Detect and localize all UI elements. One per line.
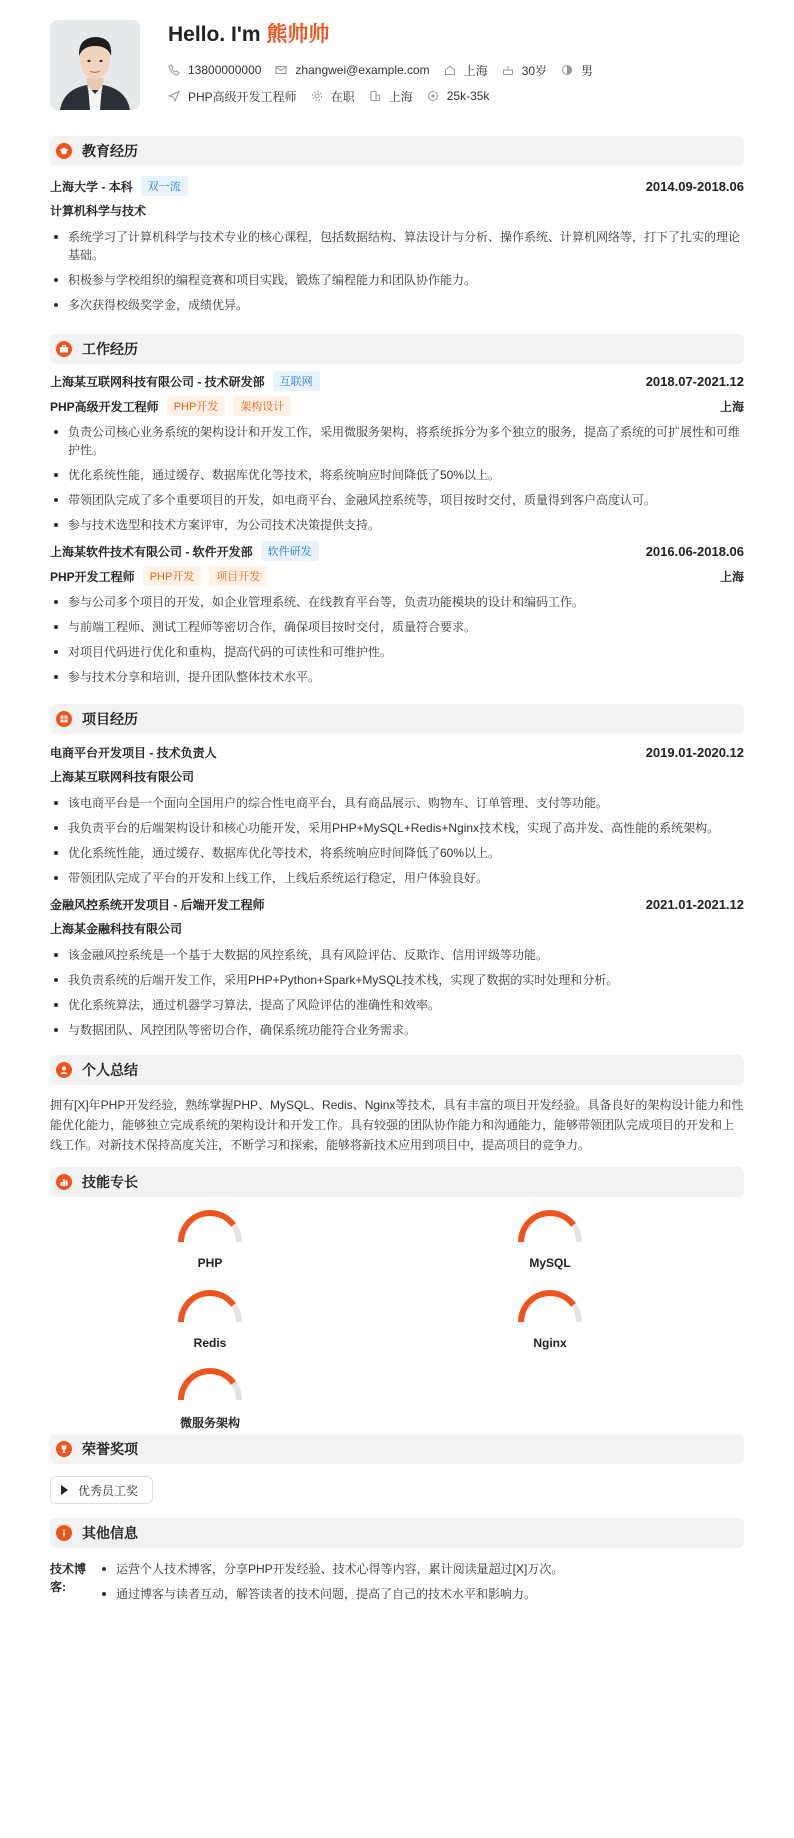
major: 计算机科学与技术 xyxy=(50,204,147,218)
gear-icon xyxy=(311,90,323,102)
candidate-name: 熊帅帅 xyxy=(266,23,330,46)
list-item: 与数据团队、风控团队等密切合作，确保系统功能符合业务需求。 xyxy=(50,1021,744,1039)
project-entry-2 xyxy=(50,894,744,1039)
caret-right-icon xyxy=(61,1485,68,1495)
age-text: 30岁 xyxy=(521,63,548,78)
project-bullets xyxy=(50,946,744,1039)
position-name: PHP开发工程师 xyxy=(50,569,135,584)
skill-tag: PHP开发 xyxy=(143,566,202,586)
skill-tag: 项目开发 xyxy=(209,566,267,586)
work-period: 2018.07-2021.12 xyxy=(645,373,744,389)
section-skills-header xyxy=(50,1167,744,1197)
list-item: 带领团队完成了平台的开发和上线工作，上线后系统运行稳定，用户体验良好。 xyxy=(50,869,744,887)
section-title: 其他信息 xyxy=(82,1525,138,1541)
city-text: 上海 xyxy=(463,63,488,78)
section-title: 工作经历 xyxy=(82,341,138,357)
list-item: 积极参与学校组织的编程竞赛和项目实践，锻炼了编程能力和团队协作能力。 xyxy=(50,271,744,289)
award-item[interactable] xyxy=(50,1476,153,1504)
job-row xyxy=(168,86,607,106)
section-other-header xyxy=(50,1518,744,1548)
section-education-header xyxy=(50,136,744,166)
graduation-cap-icon xyxy=(56,143,72,159)
school-name: 上海大学 - 本科 xyxy=(50,179,133,194)
skill-tag: 架构设计 xyxy=(233,396,291,416)
other-bullets xyxy=(98,1560,744,1610)
skill-gauge xyxy=(175,1289,245,1325)
work-city-item xyxy=(369,88,413,105)
section-awards-header xyxy=(50,1434,744,1464)
list-item: 带领团队完成了多个重要项目的开发，如电商平台、金融风控系统等，项目按时交付，质量得到客户高度认可。 xyxy=(50,491,744,509)
section-title: 个人总结 xyxy=(82,1062,138,1078)
education-entry xyxy=(50,176,744,314)
list-item: 负责公司核心业务系统的架构设计和开发工作，采用微服务架构，将系统拆分为多个独立的服务，提高了系统的可扩展性和可维护性。 xyxy=(50,423,744,459)
work-location: 上海 xyxy=(719,569,744,584)
other-info xyxy=(50,1560,744,1610)
trophy-icon xyxy=(56,1441,72,1457)
user-icon xyxy=(56,1062,72,1078)
section-project-header xyxy=(50,704,744,734)
phone-item xyxy=(168,63,261,77)
project-period: 2019.01-2020.12 xyxy=(645,744,744,760)
project-period: 2021.01-2021.12 xyxy=(645,896,744,912)
info-icon xyxy=(56,1525,72,1541)
list-item: 运营个人技术博客，分享PHP开发经验、技术心得等内容，累计阅读量超过[X]万次。 xyxy=(98,1560,744,1578)
company-name: 上海某互联网科技有限公司 - 技术研发部 xyxy=(50,374,265,389)
cake-icon xyxy=(502,64,514,76)
gender-text: 男 xyxy=(581,63,594,78)
skill-item xyxy=(490,1209,610,1270)
skill-gauge-fill xyxy=(181,1371,233,1400)
list-item: 多次获得校级奖学金，成绩优异。 xyxy=(50,296,744,314)
school-tag: 双一流 xyxy=(141,176,188,196)
status-item xyxy=(311,88,355,105)
skill-gauge xyxy=(515,1289,585,1325)
list-item: 参与公司多个项目的开发，如企业管理系统、在线教育平台等，负责功能模块的设计和编码工作。 xyxy=(50,593,744,611)
work-bullets xyxy=(50,423,744,534)
skill-gauge xyxy=(515,1209,585,1245)
list-item: 通过博客与读者互动，解答读者的技术问题，提高了自己的技术水平和影响力。 xyxy=(98,1585,744,1603)
work-entry-2 xyxy=(50,541,744,686)
grid-icon xyxy=(56,711,72,727)
skill-item xyxy=(150,1209,270,1270)
skill-gauge-fill xyxy=(181,1293,233,1322)
status-text: 在职 xyxy=(330,89,355,104)
mail-icon xyxy=(275,64,287,76)
skills-grid xyxy=(50,1197,744,1430)
project-title: 电商平台开发项目 - 技术负责人 xyxy=(50,745,217,760)
section-title: 技能专长 xyxy=(82,1174,138,1190)
gender-icon xyxy=(561,64,573,76)
section-title: 项目经历 xyxy=(82,711,138,727)
email-text: zhangwei@example.com xyxy=(295,63,430,77)
greeting xyxy=(168,22,607,52)
skill-gauge-fill xyxy=(521,1293,573,1322)
send-icon xyxy=(168,90,180,102)
list-item: 参与技术选型和技术方案评审，为公司技术决策提供支持。 xyxy=(50,516,744,534)
work-location: 上海 xyxy=(719,399,744,414)
section-work-header xyxy=(50,334,744,364)
skill-item xyxy=(150,1367,270,1431)
skill-gauge xyxy=(175,1209,245,1245)
award-name: 优秀员工奖 xyxy=(78,1483,139,1498)
list-item: 对项目代码进行优化和重构，提高代码的可读性和可维护性。 xyxy=(50,643,744,661)
avatar xyxy=(50,20,140,110)
greeting-text: Hello. I'm xyxy=(168,23,261,46)
industry-tag: 互联网 xyxy=(273,371,320,391)
work-entry-1 xyxy=(50,371,744,534)
phone-text: 13800000000 xyxy=(188,63,262,77)
education-period: 2014.09-2018.06 xyxy=(645,178,744,194)
skill-item xyxy=(490,1289,610,1350)
education-bullets xyxy=(50,228,744,314)
other-label: 技术博客: xyxy=(50,1562,87,1594)
position-name: PHP高级开发工程师 xyxy=(50,399,159,414)
awards-list xyxy=(50,1476,744,1504)
section-summary-header xyxy=(50,1055,744,1085)
contact-row xyxy=(168,60,607,80)
list-item: 优化系统算法，通过机器学习算法，提高了风险评估的准确性和效率。 xyxy=(50,996,744,1014)
briefcase-icon xyxy=(56,341,72,357)
age-item xyxy=(502,62,547,79)
list-item: 系统学习了计算机科学与技术专业的核心课程，包括数据结构、算法设计与分析、操作系统、计算机网络等，打下了扎实的理论基础。 xyxy=(50,228,744,264)
work-bullets xyxy=(50,593,744,686)
skill-gauge-fill xyxy=(181,1213,233,1242)
list-item: 与前端工程师、测试工程师等密切合作，确保项目按时交付，质量符合要求。 xyxy=(50,618,744,636)
gender-item xyxy=(561,62,593,79)
project-company: 上海某金融科技有限公司 xyxy=(50,922,183,936)
company-name: 上海某软件技术有限公司 - 软件开发部 xyxy=(50,544,253,559)
skill-gauge xyxy=(175,1367,245,1403)
building-icon xyxy=(369,90,381,102)
skill-name: MySQL xyxy=(529,1256,571,1270)
work-period: 2016.06-2018.06 xyxy=(645,543,744,559)
list-item: 该金融风控系统是一个基于大数据的风控系统，具有风险评估、反欺诈、信用评级等功能。 xyxy=(50,946,744,964)
skill-name: Redis xyxy=(193,1336,227,1350)
project-title: 金融风控系统开发项目 - 后端开发工程师 xyxy=(50,897,265,912)
section-title: 荣誉奖项 xyxy=(82,1441,138,1457)
email-item xyxy=(275,63,429,77)
job-title-item xyxy=(168,88,297,105)
summary-text: 拥有[X]年PHP开发经验，熟练掌握PHP、MySQL、Redis、Nginx等技术，具有丰富的项目开发经验。具备良好的架构设计能力和性能优化能力，能够独立完成系统的架构设计和开发工作。具有较强的团队协作能力和沟通能力，能够带领团队完成项目的开发和上线工作。对新技术保持高度关注，不断学习和探索，能够将新技术应用到项目中，提高项目的竞争力。 xyxy=(50,1098,744,1152)
chart-icon xyxy=(56,1174,72,1190)
skill-gauge-fill xyxy=(521,1213,573,1242)
city-item xyxy=(444,62,488,79)
skill-item xyxy=(150,1289,270,1350)
skill-name: PHP xyxy=(197,1256,223,1270)
industry-tag: 软件研发 xyxy=(261,541,319,561)
phone-icon xyxy=(168,64,180,76)
list-item: 优化系统性能，通过缓存、数据库优化等技术，将系统响应时间降低了60%以上。 xyxy=(50,844,744,862)
project-entry-1 xyxy=(50,742,744,887)
list-item: 我负责平台的后端架构设计和核心功能开发，采用PHP+MySQL+Redis+Nginx技术栈，实现了高并发、高性能的系统架构。 xyxy=(50,819,744,837)
work-city-text: 上海 xyxy=(388,89,413,104)
salary-item xyxy=(427,89,490,103)
job-title-text: PHP高级开发工程师 xyxy=(188,89,297,104)
project-company: 上海某互联网科技有限公司 xyxy=(50,770,195,784)
skill-name: Nginx xyxy=(533,1336,567,1350)
list-item: 该电商平台是一个面向全国用户的综合性电商平台，具有商品展示、购物车、订单管理、支付等功能。 xyxy=(50,794,744,812)
list-item: 参与技术分享和培训，提升团队整体技术水平。 xyxy=(50,668,744,686)
home-icon xyxy=(444,64,456,76)
skill-name: 微服务架构 xyxy=(179,1416,240,1430)
list-item: 我负责系统的后端开发工作，采用PHP+Python+Spark+MySQL技术栈，实现了数据的实时处理和分析。 xyxy=(50,971,744,989)
skill-tag: PHP开发 xyxy=(167,396,226,416)
coin-icon xyxy=(427,90,439,102)
resume-header xyxy=(50,20,744,112)
list-item: 优化系统性能，通过缓存、数据库优化等技术，将系统响应时间降低了50%以上。 xyxy=(50,466,744,484)
project-bullets xyxy=(50,794,744,887)
section-title: 教育经历 xyxy=(82,143,138,159)
salary-text: 25k-35k xyxy=(446,89,490,103)
